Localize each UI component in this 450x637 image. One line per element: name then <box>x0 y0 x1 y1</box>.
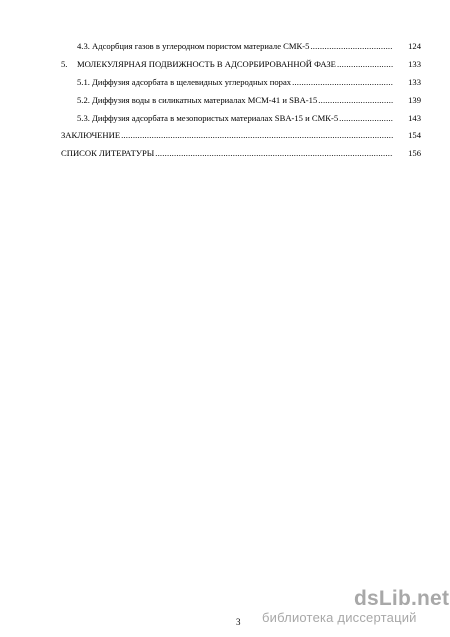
toc-leader-dots <box>337 59 393 70</box>
page-number: 3 <box>236 617 241 627</box>
toc-entry-5-3 <box>61 113 421 131</box>
toc-leader-dots <box>121 130 393 141</box>
toc-entry-5 <box>61 59 421 77</box>
toc-entry-page: 133 <box>408 76 421 87</box>
toc-entry-page: 143 <box>408 112 421 123</box>
toc-entry-title: 5.2. Диффузия воды в силикатных материалах MCM-41 и SBA-15 <box>77 94 318 105</box>
toc-entry-conclusion <box>61 130 421 148</box>
toc-entry-title: 5.3. Диффузия адсорбата в мезопористых материалах SBA-15 и СМК-5 <box>77 112 339 123</box>
toc-entry-number: 5. <box>61 58 68 69</box>
toc-entry-references <box>61 148 421 166</box>
toc-entry-title: 5.1. Диффузия адсорбата в щелевидных углеродных порах <box>77 76 292 87</box>
toc-leader-dots <box>318 95 393 106</box>
toc-entry-heading: МОЛЕКУЛЯРНАЯ ПОДВИЖНОСТЬ В АДСОРБИРОВАННОЙ ФАЗЕ <box>77 58 336 69</box>
toc-entry-title: ЗАКЛЮЧЕНИЕ <box>61 130 121 141</box>
toc-leader-dots <box>339 113 393 124</box>
toc-leader-dots <box>310 41 393 52</box>
toc-entry-page: 124 <box>408 41 421 51</box>
table-of-contents <box>61 41 421 166</box>
toc-leader-dots <box>292 77 393 88</box>
toc-entry-page: 156 <box>408 148 421 159</box>
watermark <box>262 587 450 626</box>
toc-entry-page: 133 <box>408 58 421 69</box>
watermark-tagline: библиотека диссертаций <box>262 610 417 625</box>
toc-leader-dots <box>155 148 393 159</box>
toc-entry-page: 139 <box>408 94 421 105</box>
toc-entry-4-3 <box>61 41 421 59</box>
toc-entry-5-2 <box>61 95 421 113</box>
watermark-logo: dsLib.net <box>354 587 450 610</box>
toc-entry-title <box>61 59 336 70</box>
toc-entry-title: СПИСОК ЛИТЕРАТУРЫ <box>61 148 155 159</box>
toc-entry-5-1 <box>61 77 421 95</box>
toc-entry-page: 154 <box>408 130 421 141</box>
toc-entry-title: 4.3. Адсорбция газов в углеродном пористом материале СМК-5 <box>77 41 310 51</box>
